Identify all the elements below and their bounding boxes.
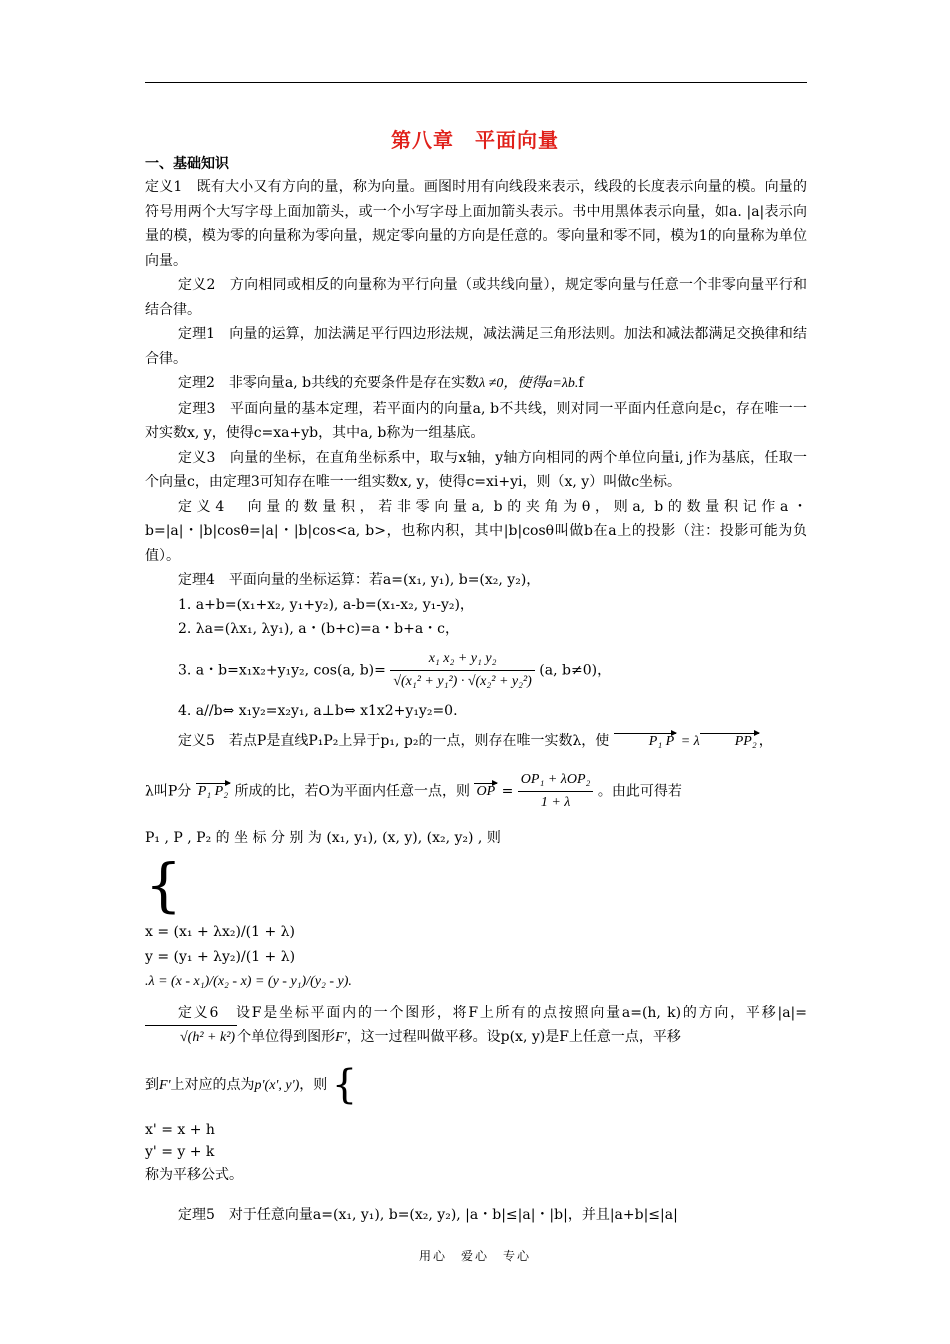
paragraph-def5: 定义5 若点P是直线P₁P₂上异于p₁, p₂的一点，则存在唯一实数λ，使 P₁ P = λ PP₂ ， — [178, 733, 773, 749]
lambda-b: λb. — [561, 376, 579, 391]
paragraph-ratio: λ叫P分 P₁ P₂ 所成的比，若O为平面内任意一点，则 OP = $\frac{\text{OP₁ + λOP₂}}{1 + \lambda}$ 。由此可得若 — [145, 769, 807, 814]
vector-op: OP — [476, 784, 496, 799]
cosine-fraction: $\frac{\text{x₁ x₂ + y₁ y₂}}{\text{√(x₁² + y₁²) · √(x₂² + y₂²)}}$ — [390, 648, 535, 693]
chapter-title: 第八章 平面向量 — [391, 128, 559, 152]
list-item-2: 2. λa=(λx₁, λy₁), a・(b+c)=a・b+a・c， — [178, 621, 460, 637]
document-body: 定义1 既有大小又有方向的量，称为向量。画图时用有向线段来表示，线段的长度表示向量的模。向量的符号用两个大写字母上面加箭头，或一个小写字母上面加箭头表示。书中用黑体表示向量，如a. |a|表示向量的模，模为零的向量称为零向量，规定零向量的方向是任意的。零向量和零不同，模为1的向量称为单位向量。 定义2 方向相同或相反的向量称为平行向量（或共线向量），规定零向量与任意一个非零向量平行和结合律。 定理1 向量的运算，加法满足平行四边形法规，减法满足三角形法则。加法和减法都满足交换律和结合律。 定理2 非零向量a, b共线的充要条件是存在实数λ ≠0，使得a=λb.f 定理3 平面向量的基本定理，若平面内的向量a, b不共线，则对同一平面内任意向是c，存在唯一一对实数x, y，使得c=xa+yb，其中a, b称为一组基底。 定义3 向量的坐标，在直角坐标系中，取与x轴，y轴方向相同的两个单位向量i, j作为基底，任取一个向量c，由定理3可知存在唯一一组实数x, y，使得c=xi+yi，则（x, y）叫做c坐标。 定义4 向量的数量积，若非零向量a, b的夹角为θ，则a, b的数量积记作a・b=|a|・|b|cosθ=|a|・|b|cos<a, b>，也称内积，其中|b|cosθ叫做b在a上的投影（注：投影可能为负值）。 定理4 平面向量的坐标运算：若a=(x₁, y₁), b=(x₂, y₂)， 1. a+b=(x₁+x₂, y₁+y₂), a-b=(x₁-x₂, y₁-y₂)， 2. λa=(λx₁, λy₁), a・(b+c)=a・b+a・c， 3. a・b=x₁x₂+y₁y₂, cos(a, b)= $\frac{\text{x₁ x₂ + y₁ y₂}}{\text{√(x₁² + y₁²) · √(x₂² + y₂²)}}$ (a, b≠0)， 4. a//b⇔ x₁y₂=x₂y₁, a⊥b⇔ x1x2+y₁y₂=0. 定义5 若点P是直线P₁P₂上异于p₁, p₂的一点，则存在唯一实数λ，使 P₁ P = λ PP₂ ， λ叫P分 P₁ P₂ 所成的比，若O为平面内任意一点，则 OP = $\frac{\text{OP₁ + λOP₂}}{1 + \lambda}$ 。由此可得若 P₁ , P , P₂ 的 坐 标 分 别 为 (x₁, y₁), (x, y), (x₂, y₂) , 则 { x = (x₁ + λx₂)/(1 + λ) y = (y₁ + λy₂)/(1 + λ) .λ = (x - x₁)/(x₂ - x) = (y - y₁)/(y₂ - y). 定义6 设F是坐标平面内的一个图形，将F上所有的点按照向量a=(h, k)的方向，平移|a|=√(h² + k²) 个单位得到图形F'，这一过程叫做平移。设p(x, y)是F上任意一点，平移 到F'上对应的点为p'(x', y')，则 { x' = x + h y' = y + k 称为平移公式。 定理5 对于任意向量a=(x₁, y₁), b=(x₂, y₂), |a・b|≤|a|・|b|，并且|a+b|≤|a| — [145, 175, 807, 1228]
vector-p1p: P₁ P — [614, 733, 676, 750]
list-item-4: 4. a//b⇔ x₁y₂=x₂y₁, a⊥b⇔ x1x2+y₁y₂=0. — [178, 702, 458, 719]
left-brace: { — [145, 851, 182, 919]
vector-pp2: PP₂ — [700, 733, 759, 750]
paragraph-thm2: 定理2 非零向量a, b共线的充要条件是存在实数λ ≠0，使得a=λb.f — [178, 375, 584, 391]
paragraph-def6: 定义6 设F是坐标平面内的一个图形，将F上所有的点按照向量a=(h, k)的方向，平移|a|=√(h² + k²) 个单位得到图形F'，这一过程叫做平移。设p(x, y)是F上任意一点，平移 — [145, 1001, 807, 1051]
paragraph-def1: 定义1 既有大小又有方向的量，称为向量。画图时用有向线段来表示，线段的长度表示向量的模。向量的符号用两个大写字母上面加箭头，或一个小写字母上面加箭头表示。书中用黑体表示向量，如a. |a|表示向量的模，模为零的向量称为零向量，规定零向量的方向是任意的。零向量和零不同，模为1的向量称为单位向量。 — [145, 179, 807, 269]
division-fraction: $\frac{\text{OP₁ + λOP₂}}{1 + \lambda}$ — [518, 769, 594, 814]
sqrt-hk: √(h² + k²) — [145, 1025, 237, 1051]
paragraph-thm4: 定理4 平面向量的坐标运算：若a=(x₁, y₁), b=(x₂, y₂)， — [178, 572, 541, 588]
paragraph-thm5: 定理5 对于任意向量a=(x₁, y₁), b=(x₂, y₂), |a・b|≤|a|・|b|，并且|a+b|≤|a| — [178, 1207, 678, 1223]
paragraph-def4: 定义4 向量的数量积，若非零向量a, b的夹角为θ，则a, b的数量积记作a・b=|a|・|b|cosθ=|a|・|b|cos<a, b>，也称内积，其中|b|cosθ叫做b在a上的投影（注：投影可能为负值）。 — [145, 498, 807, 564]
paragraph-thm1: 定理1 向量的运算，加法满足平行四边形法规，减法满足三角形法则。加法和减法都满足交换律和结合律。 — [145, 326, 807, 367]
paragraph-thm3: 定理3 平面向量的基本定理，若平面内的向量a, b不共线，则对同一平面内任意向是c，存在唯一一对实数x, y，使得c=xa+yb，其中a, b称为一组基底。 — [145, 400, 807, 441]
header-rule — [145, 82, 807, 83]
paragraph-def2: 定义2 方向相同或相反的向量称为平行向量（或共线向量），规定零向量与任意一个非零向量平行和结合律。 — [145, 277, 807, 318]
division-system — [145, 851, 807, 919]
vector-p1p2: P₁ P₂ — [197, 784, 229, 799]
section-heading: 一、基础知识 — [145, 156, 229, 172]
lambda-neq-zero: λ ≠0，使得a= — [479, 376, 562, 391]
paragraph-coords: P₁ , P , P₂ 的 坐 标 分 别 为 (x₁, y₁), (x, y), (x₂, y₂) , 则 — [145, 829, 501, 846]
page-footer: 用心 爱心 专心 — [418, 1249, 531, 1263]
left-brace: { — [331, 1061, 358, 1108]
paragraph-def3: 定义3 向量的坐标，在直角坐标系中，取与x轴，y轴方向相同的两个单位向量i, j作为基底，任取一个向量c，由定理3可知存在唯一一组实数x, y，使得c=xi+yi，则（x, y）叫做c坐标。 — [145, 449, 807, 490]
list-item-1: 1. a+b=(x₁+x₂, y₁+y₂), a-b=(x₁-x₂, y₁-y₂)， — [178, 596, 474, 613]
paragraph-translation: 到F'上对应的点为p'(x', y')，则 { — [145, 1061, 358, 1108]
list-item-3: 3. a・b=x₁x₂+y₁y₂, cos(a, b)= $\frac{\text{x₁ x₂ + y₁ y₂}}{\text{√(x₁² + y₁²) · √(x₂² + y₂²)}}$ (a, b≠0)， — [145, 648, 807, 693]
